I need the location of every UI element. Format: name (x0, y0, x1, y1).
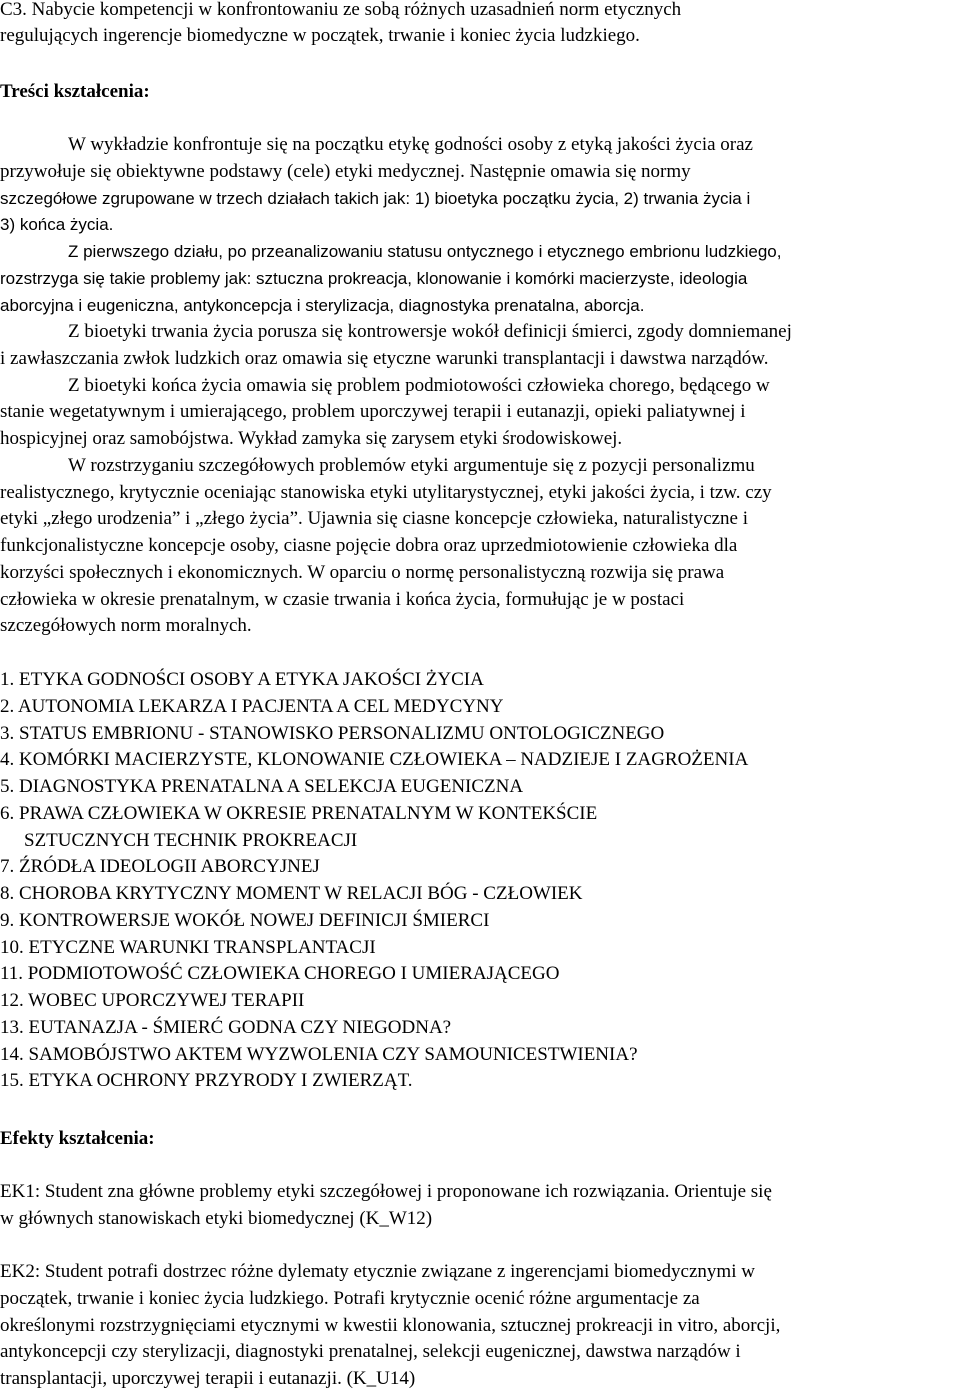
topic-item: 3. STATUS EMBRIONU - STANOWISKO PERSONALIZMU ONTOLOGICZNEGO (0, 723, 665, 744)
ek2-line: transplantacji, uporczywej terapii i eutanazji. (K_U14) (0, 1368, 416, 1389)
topic-item: 7. ŹRÓDŁA IDEOLOGII ABORCYJNEJ (0, 856, 320, 877)
paragraph-line: realistycznego, krytycznie oceniając stanowiska etyki utylitarystycznej, etyki jakości życia, i tzw. czy (0, 482, 772, 503)
paragraph-line: Z pierwszego działu, po przeanalizowaniu statusu ontycznego i etycznego embrionu ludzkiego, (68, 242, 782, 261)
topic-item: 12. WOBEC UPORCZYWEJ TERAPII (0, 990, 305, 1011)
paragraph-line: Z bioetyki trwania życia porusza się kontrowersje wokół definicji śmierci, zgody domniemanej (68, 321, 792, 342)
topic-item: 4. KOMÓRKI MACIERZYSTE, KLONOWANIE CZŁOWIEKA – NADZIEJE I ZAGROŻENIA (0, 749, 749, 770)
paragraph-line: 3) końca życia. (0, 215, 114, 234)
topic-item-continuation: SZTUCZNYCH TECHNIK PROKREACJI (24, 830, 358, 851)
paragraph-line: i zawłaszczania zwłok ludzkich oraz omawia się etyczne warunki transplantacji i dawstwa narządów. (0, 348, 769, 369)
topic-item: 9. KONTROWERSJE WOKÓŁ NOWEJ DEFINICJI ŚMIERCI (0, 910, 490, 931)
paragraph-line: szczegółowych norm moralnych. (0, 615, 252, 636)
paragraph-line: szczegółowe zgrupowane w trzech działach takich jak: 1) bioetyka początku życia, 2) trwania życia i (0, 189, 751, 208)
topic-item: 1. ETYKA GODNOŚCI OSOBY A ETYKA JAKOŚCI ŻYCIA (0, 669, 484, 690)
paragraph-line: W wykładzie konfrontuje się na początku etykę godności osoby z etyką jakości życia oraz (68, 134, 753, 155)
topic-item: 14. SAMOBÓJSTWO AKTEM WYZWOLENIA CZY SAMOUNICESTWIENIA? (0, 1044, 638, 1065)
intro-line: C3. Nabycie kompetencji w konfrontowaniu ze sobą różnych uzasadnień norm etycznych (0, 0, 682, 20)
tresci-heading: Treści kształcenia: (0, 81, 150, 102)
paragraph-line: rozstrzyga się takie problemy jak: sztuczna prokreacja, klonowanie i komórki macierzyste, ideologia (0, 269, 748, 288)
paragraph-line: etyki „złego urodzenia” i „złego życia”. Ujawnia się ciasne koncepcje człowieka, naturalistyczne i (0, 508, 749, 529)
topic-item: 13. EUTANAZJA - ŚMIERĆ GODNA CZY NIEGODNA? (0, 1017, 452, 1038)
intro-line: regulujących ingerencje biomedyczne w początek, trwanie i koniec życia ludzkiego. (0, 25, 640, 46)
ek2-line: antykoncepcji czy sterylizacji, diagnostyki prenatalnej, selekcji eugenicznej, dawstwa narządów i (0, 1341, 741, 1362)
topic-item: 6. PRAWA CZŁOWIEKA W OKRESIE PRENATALNYM W KONTEKŚCIE (0, 803, 598, 824)
paragraph-line: funkcjonalistyczne koncepcje osoby, ciasne pojęcie dobra oraz uprzedmiotowienie człowieka dla (0, 535, 738, 556)
topic-item: 11. PODMIOTOWOŚĆ CZŁOWIEKA CHOREGO I UMIERAJĄCEGO (0, 963, 560, 984)
paragraph-line: przywołuje się obiektywne podstawy (cele) etyki medycznej. Następnie omawia się normy (0, 161, 691, 182)
paragraph-line: aborcyjna i eugeniczna, antykoncepcja i sterylizacja, diagnostyka prenatalna, aborcja. (0, 296, 645, 315)
ek2-line: początek, trwanie i koniec życia ludzkiego. Potrafi krytycznie ocenić różne argumentacje za (0, 1288, 700, 1309)
paragraph-line: korzyści społecznych i ekonomicznych. W oparciu o normę personalistyczną rozwija się prawa (0, 562, 725, 583)
topic-item: 10. ETYCZNE WARUNKI TRANSPLANTACJI (0, 937, 376, 958)
paragraph-line: W rozstrzyganiu szczegółowych problemów etyki argumentuje się z pozycji personalizmu (68, 455, 755, 476)
ek1-line: w głównych stanowiskach etyki biomedycznej (K_W12) (0, 1208, 433, 1229)
paragraph-line: człowieka w okresie prenatalnym, w czasie trwania i końca życia, formułując je w postaci (0, 589, 685, 610)
paragraph-line: hospicyjnej oraz samobójstwa. Wykład zamyka się zarysem etyki środowiskowej. (0, 428, 623, 449)
topic-item: 2. AUTONOMIA LEKARZA I PACJENTA A CEL MEDYCYNY (0, 696, 504, 717)
topic-item: 5. DIAGNOSTYKA PRENATALNA A SELEKCJA EUGENICZNA (0, 776, 524, 797)
ek2-line: EK2: Student potrafi dostrzec różne dylematy etycznie związane z ingerencjami biomedycznymi w (0, 1261, 755, 1282)
topic-item: 15. ETYKA OCHRONY PRZYRODY I ZWIERZĄT. (0, 1070, 413, 1091)
ek1-line: EK1: Student zna główne problemy etyki szczegółowej i proponowane ich rozwiązania. Orientuje się (0, 1181, 772, 1202)
efekty-heading: Efekty kształcenia: (0, 1128, 155, 1149)
topic-item: 8. CHOROBA KRYTYCZNY MOMENT W RELACJI BÓG - CZŁOWIEK (0, 883, 583, 904)
paragraph-line: Z bioetyki końca życia omawia się problem podmiotowości człowieka chorego, będącego w (68, 375, 770, 396)
ek2-line: określonymi rozstrzygnięciami etycznymi w kwestii klonowania, sztucznej prokreacji in vitro, aborcji, (0, 1315, 781, 1336)
paragraph-line: stanie wegetatywnym i umierającego, problem uporczywej terapii i eutanazji, opieki paliatywnej i (0, 401, 746, 422)
